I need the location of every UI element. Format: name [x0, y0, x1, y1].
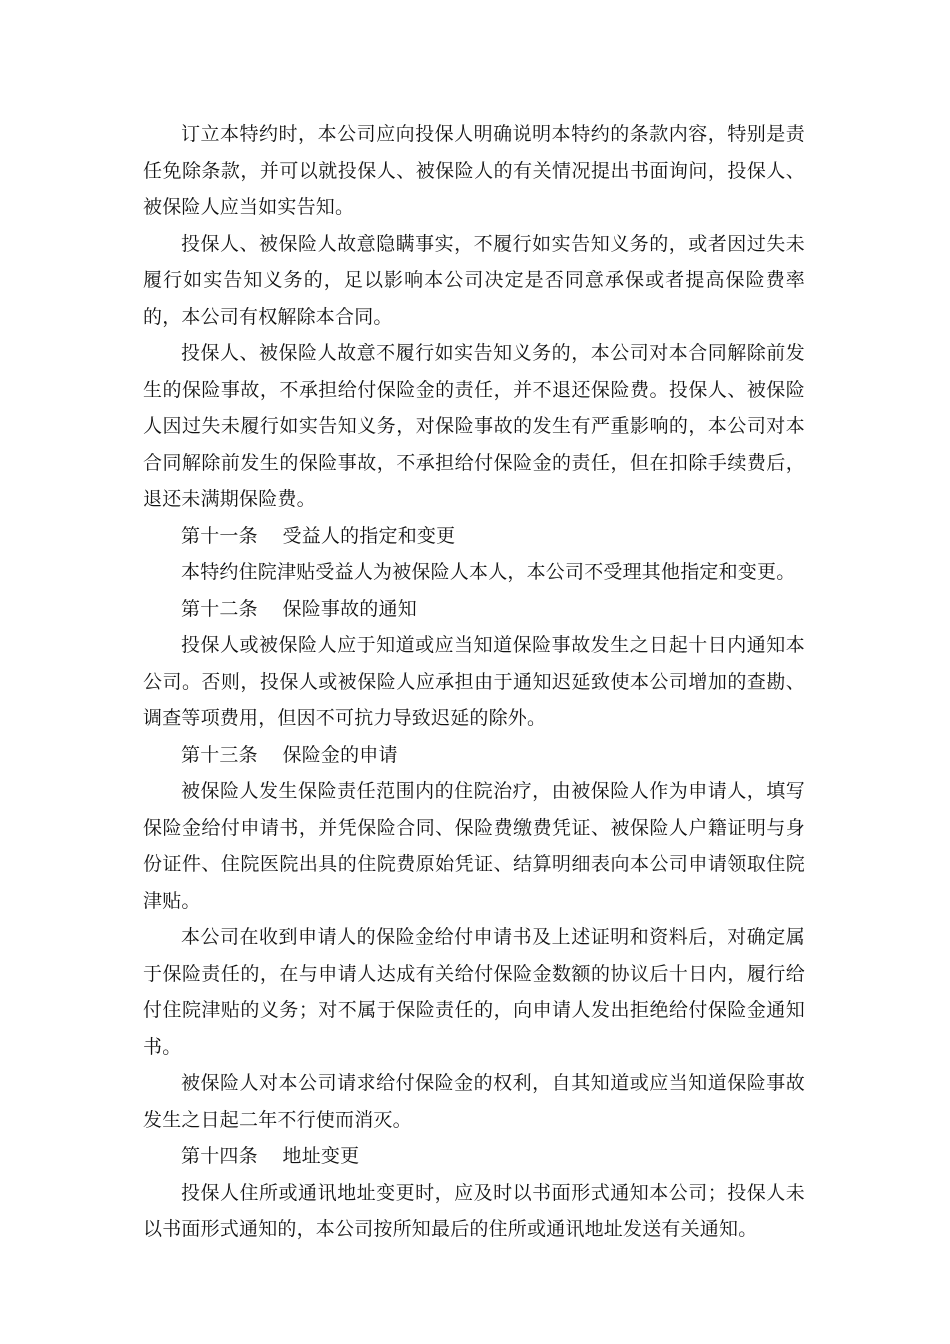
paragraph-address-change: 投保人住所或通讯地址变更时，应及时以书面形式通知本公司；投保人未以书面形式通知的，本公司按所知最后的住所或通讯地址发送有关通知。	[143, 1181, 805, 1240]
paragraph-disclosure-duty: 订立本特约时，本公司应向投保人明确说明本特约的条款内容，特别是责任免除条款，并可以就投保人、被保险人的有关情况提出书面询问，投保人、被保险人应当如实告知。	[143, 123, 805, 218]
paragraph-nondisclosure-consequences: 投保人、被保险人故意不履行如实告知义务的，本公司对本合同解除前发生的保险事故，不承担给付保险金的责任，并不退还保险费。投保人、被保险人因过失未履行如实告知义务，对保险事故的发生有严重影响的，本公司对本合同解除前发生的保险事故，不承担给付保险金的责任，但在扣除手续费后，退还未满期保险费。	[143, 342, 805, 510]
article-12-heading	[143, 591, 805, 628]
article-12-number: 第十二条	[181, 597, 258, 620]
article-13-heading	[143, 737, 805, 774]
paragraph-right-to-terminate: 投保人、被保险人故意隐瞒事实，不履行如实告知义务的，或者因过失未履行如实告知义务的，足以影响本公司决定是否同意承保或者提高保险费率的，本公司有权解除本合同。	[143, 232, 805, 328]
article-14-heading	[143, 1138, 805, 1175]
article-14-title: 地址变更	[282, 1145, 360, 1167]
document-page	[143, 116, 805, 1248]
paragraph-claim-application: 被保险人发生保险责任范围内的住院治疗，由被保险人作为申请人，填写保险金给付申请书，并凭保险合同、保险费缴费凭证、被保险人户籍证明与身份证件、住院医院出具的住院费原始凭证、结算明细表向本公司申请领取住院津贴。	[143, 780, 805, 912]
article-11-title: 受益人的指定和变更	[282, 524, 456, 547]
article-13-number: 第十三条	[181, 743, 258, 766]
article-11-heading	[143, 518, 805, 555]
paragraph-claim-limitation: 被保险人对本公司请求给付保险金的权利，自其知道或应当知道保险事故发生之日起二年不行使而消灭。	[143, 1072, 805, 1131]
article-12-title: 保险事故的通知	[282, 597, 417, 620]
article-11-number: 第十一条	[181, 524, 258, 547]
paragraph-beneficiary: 本特约住院津贴受益人为被保险人本人，本公司不受理其他指定和变更。	[181, 561, 796, 583]
article-14-number: 第十四条	[181, 1145, 258, 1167]
paragraph-claim-processing: 本公司在收到申请人的保险金给付申请书及上述证明和资料后，对确定属于保险责任的，在与申请人达成有关给付保险金数额的协议后十日内，履行给付住院津贴的义务；对不属于保险责任的，向申请人发出拒绝给付保险金通知书。	[143, 926, 805, 1058]
article-13-title: 保险金的申请	[282, 743, 398, 766]
paragraph-accident-notice: 投保人或被保险人应于知道或应当知道保险事故发生之日起十日内通知本公司。否则，投保人或被保险人应承担由于通知迟延致使本公司增加的查勘、调查等项费用，但因不可抗力导致迟延的除外。	[143, 634, 805, 729]
